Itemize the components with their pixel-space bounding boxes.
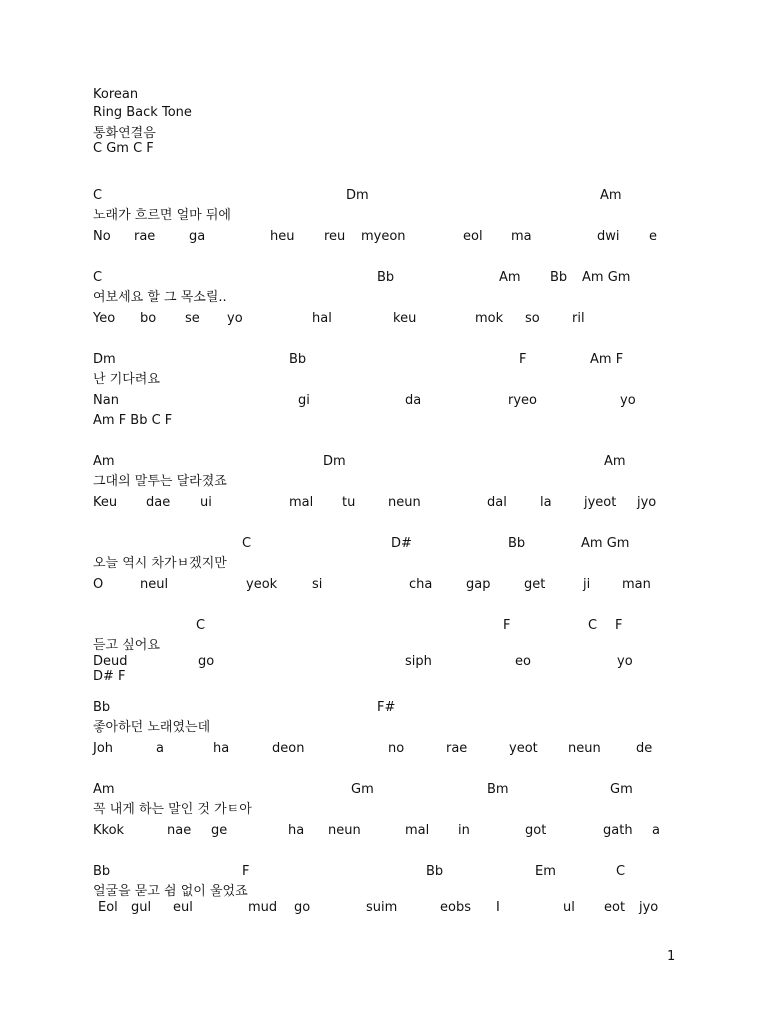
roman-syllable: get: [524, 577, 546, 592]
roman-syllable: keu: [393, 311, 417, 326]
roman-syllable: ji: [583, 577, 591, 592]
roman-syllable: so: [525, 311, 540, 326]
roman-syllable: si: [312, 577, 323, 592]
roman-syllable: heu: [270, 229, 295, 244]
roman-syllable: Keu: [93, 495, 118, 510]
roman-syllable: yeot: [509, 741, 538, 756]
roman-syllable: e: [649, 229, 657, 244]
roman-syllable: neul: [140, 577, 169, 592]
roman-syllable: eo: [515, 654, 531, 669]
chord: Am: [93, 782, 115, 797]
chord: F: [519, 352, 527, 367]
roman-syllable: ril: [572, 311, 585, 326]
chord: F: [242, 864, 250, 879]
chord: Am: [600, 188, 622, 203]
roman-syllable: yo: [617, 654, 633, 669]
chord: C: [93, 188, 103, 203]
roman-syllable: go: [198, 654, 215, 669]
roman-syllable: O: [93, 577, 104, 592]
chord: Em: [535, 864, 556, 879]
chord: C: [196, 618, 206, 633]
roman-syllable: neun: [388, 495, 421, 510]
roman-syllable: suim: [366, 900, 398, 915]
chord: Am F: [590, 352, 624, 367]
chord: C: [93, 270, 103, 285]
roman-syllable: yeok: [246, 577, 278, 592]
chord: Am: [93, 454, 115, 469]
roman-syllable: in: [458, 823, 470, 838]
roman-syllable: gath: [603, 823, 633, 838]
korean-lyric: 그대의 말투는 달라졌죠: [93, 474, 227, 489]
chord: Gm: [610, 782, 633, 797]
roman-syllable: ui: [200, 495, 212, 510]
intro-chords: C Gm C F: [93, 141, 154, 156]
roman-syllable: eul: [173, 900, 193, 915]
roman-syllable: ul: [563, 900, 575, 915]
roman-syllable: jyeot: [584, 495, 617, 510]
roman-syllable: hal: [312, 311, 332, 326]
roman-syllable: dal: [487, 495, 507, 510]
roman-syllable: rae: [446, 741, 468, 756]
chord: Bb: [93, 864, 111, 879]
roman-syllable: gul: [131, 900, 152, 915]
chord: Am: [499, 270, 521, 285]
korean-lyric: 난 기다려요: [93, 372, 160, 387]
chord: C: [242, 536, 252, 551]
roman-syllable: bo: [140, 311, 157, 326]
roman-syllable: a: [652, 823, 660, 838]
roman-syllable: a: [156, 741, 164, 756]
roman-syllable: reu: [324, 229, 346, 244]
roman-syllable: no: [388, 741, 405, 756]
roman-syllable: go: [294, 900, 311, 915]
roman-syllable: la: [540, 495, 552, 510]
korean-lyric: 듣고 싶어요: [93, 638, 160, 653]
korean-lyric: 꼭 내게 하는 말인 것 가ㅌ아: [93, 802, 252, 817]
chord: F#: [377, 700, 396, 715]
roman-syllable: Joh: [93, 741, 114, 756]
roman-syllable: dae: [146, 495, 171, 510]
roman-syllable: eot: [604, 900, 626, 915]
roman-syllable: da: [405, 393, 422, 408]
roman-syllable: de: [636, 741, 653, 756]
roman-syllable: cha: [409, 577, 433, 592]
extra-chords: D# F: [93, 669, 126, 684]
korean-lyric: 노래가 흐르면 얼마 뒤에: [93, 208, 231, 223]
chord: Bb: [508, 536, 526, 551]
roman-syllable: Eol: [98, 900, 118, 915]
roman-syllable: mal: [405, 823, 430, 838]
roman-syllable: dwi: [597, 229, 620, 244]
roman-syllable: Deud: [93, 654, 128, 669]
roman-syllable: ryeo: [508, 393, 537, 408]
roman-syllable: got: [525, 823, 547, 838]
chord: Am: [604, 454, 626, 469]
chord: F: [615, 618, 623, 633]
roman-syllable: ge: [211, 823, 228, 838]
roman-syllable: mal: [289, 495, 314, 510]
roman-syllable: myeon: [361, 229, 406, 244]
chord: Dm: [93, 352, 116, 367]
chord: Bb: [426, 864, 444, 879]
roman-syllable: eobs: [440, 900, 471, 915]
roman-syllable: mud: [248, 900, 278, 915]
roman-syllable: I: [496, 900, 500, 915]
roman-syllable: Nan: [93, 393, 119, 408]
chord: Bb: [377, 270, 395, 285]
roman-syllable: gi: [298, 393, 310, 408]
roman-syllable: jyo: [639, 900, 659, 915]
chord: Bb: [93, 700, 111, 715]
korean-lyric: 오늘 역시 차가ㅂ겠지만: [93, 556, 227, 571]
roman-syllable: ga: [189, 229, 206, 244]
title-song: Ring Back Tone: [93, 105, 192, 120]
roman-syllable: se: [185, 311, 200, 326]
chord: C: [616, 864, 626, 879]
roman-syllable: mok: [475, 311, 504, 326]
roman-syllable: nae: [167, 823, 192, 838]
roman-syllable: Yeo: [93, 311, 116, 326]
roman-syllable: deon: [272, 741, 305, 756]
title-language: Korean: [93, 87, 139, 102]
roman-syllable: gap: [466, 577, 491, 592]
chord: Am Gm: [581, 536, 630, 551]
korean-lyric: 얼굴을 묻고 쉼 없이 울었죠: [93, 884, 248, 899]
roman-syllable: ma: [511, 229, 532, 244]
roman-syllable: yo: [620, 393, 636, 408]
roman-syllable: ha: [213, 741, 230, 756]
chord: C: [588, 618, 598, 633]
roman-syllable: jyo: [637, 495, 657, 510]
roman-syllable: tu: [342, 495, 356, 510]
chord: Bb: [550, 270, 568, 285]
roman-syllable: eol: [463, 229, 483, 244]
roman-syllable: yo: [227, 311, 243, 326]
korean-lyric: 여보세요 할 그 목소릴..: [93, 290, 227, 305]
roman-syllable: neun: [328, 823, 361, 838]
page-number: 1: [667, 949, 676, 964]
roman-syllable: siph: [405, 654, 432, 669]
chord: D#: [391, 536, 412, 551]
chord: Dm: [323, 454, 346, 469]
chord: Gm: [351, 782, 374, 797]
roman-syllable: man: [622, 577, 651, 592]
roman-syllable: rae: [134, 229, 156, 244]
chord: Dm: [346, 188, 369, 203]
roman-syllable: neun: [568, 741, 601, 756]
roman-syllable: ha: [288, 823, 305, 838]
chord: Bb: [289, 352, 307, 367]
roman-syllable: No: [93, 229, 111, 244]
korean-lyric: 좋아하던 노래였는데: [93, 720, 211, 735]
title-korean: 통화연결음: [93, 126, 156, 141]
chord: F: [503, 618, 511, 633]
roman-syllable: Kkok: [93, 823, 125, 838]
extra-chords: Am F Bb C F: [93, 413, 173, 428]
chord: Bm: [487, 782, 509, 797]
chord: Am Gm: [582, 270, 631, 285]
